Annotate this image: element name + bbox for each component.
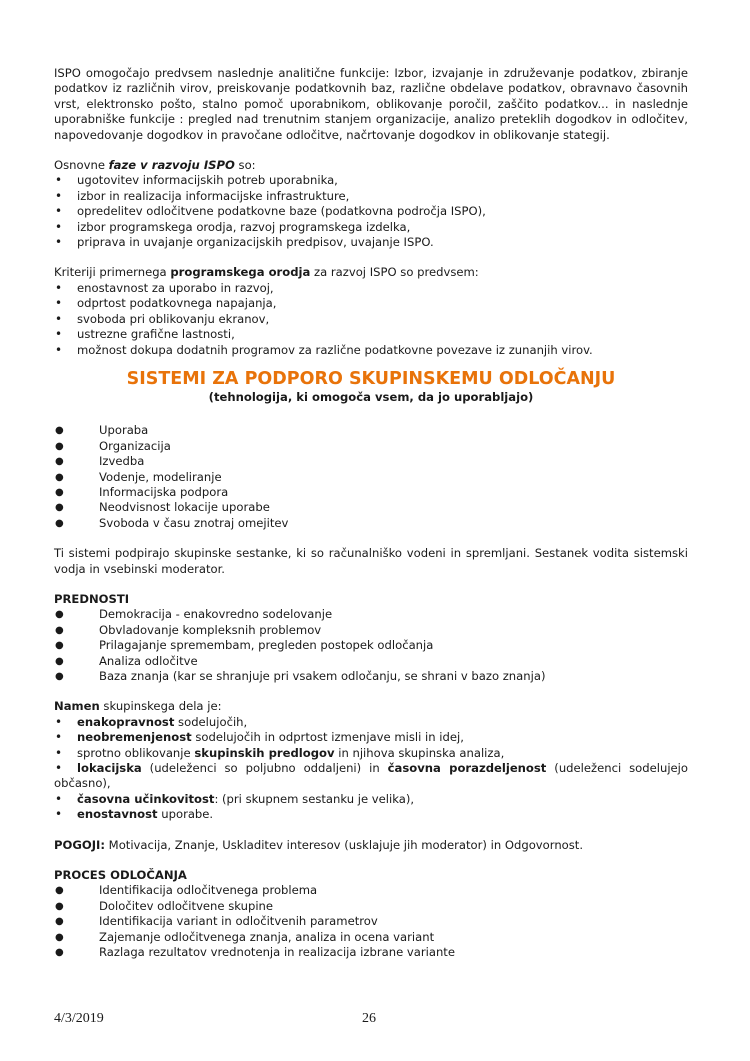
list-item: ● Demokracija - enakovredno sodelovanje (54, 607, 688, 622)
list-item: • ugotovitev informacijskih potreb uporabnika, (54, 173, 688, 188)
list-item: • sprotno oblikovanje skupinskih predlogov in njihova skupinska analiza, (54, 746, 688, 761)
list-item: • svoboda pri oblikovanju ekranov, (54, 312, 688, 327)
phases-emphasis: faze v razvoju ISPO (108, 158, 235, 173)
list-item: • enostavnost uporabe. (54, 807, 688, 822)
phases-heading: Osnovne faze v razvoju ISPO so: (54, 158, 256, 173)
criteria-list (54, 281, 688, 358)
list-item: • izbor programskega orodja, razvoj programskega izdelka, (54, 220, 688, 235)
list-item: ● Analiza odločitve (54, 654, 688, 669)
systems-paragraph: Ti sistemi podpirajo skupinske sestanke, ki so računalniško vodeni in spremljani. Sestanek vodita sistemski vodja in vsebinski moderator. (54, 546, 688, 576)
list-item: ● Določitev odločitvene skupine (54, 899, 688, 914)
intro-paragraph: ISPO omogočajo predvsem naslednje analitične funkcije: Izbor, izvajanje in združevanje podatkov, zbiranje podatkov iz različnih virov, preiskovanje podatkovnih baz, različne obdelave podatkov, obravnavo časovnih vrst, elektronsko pošto, stalno pomoč uporabnikom, oblikovanje poročil, zaščito podatkov... in naslednje uporabniške funkcije : pregled nad trenutnim stanjem organizacije, analizo preteklih dogodkov in odločitev, napovedovanje dogodkov in pravočane odločitve, načrtovanje dogodkov in oblikovanje stategij. (54, 66, 688, 142)
list-item: ● Organizacija (54, 439, 688, 454)
features-list (54, 423, 688, 531)
list-item: • možnost dokupa dodatnih programov za različne podatkovne povezave iz zunanjih virov. (54, 343, 688, 358)
section-title: SISTEMI ZA PODPORO SKUPINSKEMU ODLOČANJU (126, 368, 616, 389)
document-page (54, 66, 688, 961)
list-item: ● Neodvisnost lokacije uporabe (54, 500, 688, 515)
footer-date: 4/3/2019 (54, 1011, 104, 1026)
list-item: ● Zajemanje odločitvenega znanja, analiza in ocena variant (54, 930, 688, 945)
criteria-emphasis: programskega orodja (170, 265, 311, 280)
advantages-list (54, 607, 688, 684)
process-heading: PROCES ODLOČANJA (54, 868, 187, 883)
list-item: • opredelitev odločitvene podatkovne baze (podatkovna področja ISPO), (54, 204, 688, 219)
purpose-list (54, 715, 688, 823)
list-item: ● Razlaga rezultatov vrednotenja in realizacija izbrane variante (54, 945, 688, 960)
list-item: • enakopravnost sodelujočih, (54, 715, 688, 730)
criteria-heading: Kriteriji primernega programskega orodja za razvoj ISPO so predvsem: (54, 265, 479, 280)
list-item: ● Vodenje, modeliranje (54, 470, 688, 485)
list-item: ● Identifikacija variant in odločitvenih parametrov (54, 914, 688, 929)
list-item: ● Obvladovanje kompleksnih problemov (54, 623, 688, 638)
conditions-label: POGOJI: (54, 837, 105, 852)
list-item: • lokacijska (udeleženci so poljubno oddaljeni) in časovna porazdeljenost (udeleženci sodelujejo občasno), (54, 761, 688, 792)
list-item: ● Identifikacija odločitvenega problema (54, 883, 688, 898)
list-item: • priprava in uvajanje organizacijskih predpisov, uvajanje ISPO. (54, 235, 688, 250)
list-item: • neobremenjenost sodelujočih in odprtost izmenjave misli in idej, (54, 730, 688, 745)
page-number: 26 (362, 1011, 376, 1026)
list-item: • izbor in realizacija informacijske infrastrukture, (54, 189, 688, 204)
list-item: ● Uporaba (54, 423, 688, 438)
list-item: ● Prilagajanje spremembam, pregleden postopek odločanja (54, 638, 688, 653)
list-item: ● Baza znanja (kar se shranjuje pri vsakem odločanju, se shrani v bazo znanja) (54, 669, 688, 684)
purpose-heading: Namen skupinskega dela je: (54, 699, 222, 714)
list-item: • časovna učinkovitost: (pri skupnem sestanku je velika), (54, 792, 688, 807)
list-item: • odprtost podatkovnega napajanja, (54, 296, 688, 311)
process-list (54, 883, 688, 960)
conditions-paragraph: POGOJI: Motivacija, Znanje, Uskladitev interesov (usklajuje jih moderator) in Odgovornost. (54, 837, 584, 852)
list-item: ● Svoboda v času znotraj omejitev (54, 516, 688, 531)
list-item: ● Izvedba (54, 454, 688, 469)
list-item: ● Informacijska podpora (54, 485, 688, 500)
section-subtitle: (tehnologija, ki omogoča vsem, da jo uporabljajo) (208, 389, 534, 404)
advantages-heading: PREDNOSTI (54, 591, 130, 606)
list-item: • ustrezne grafične lastnosti, (54, 327, 688, 342)
list-item: • enostavnost za uporabo in razvoj, (54, 281, 688, 296)
phases-list (54, 173, 688, 250)
